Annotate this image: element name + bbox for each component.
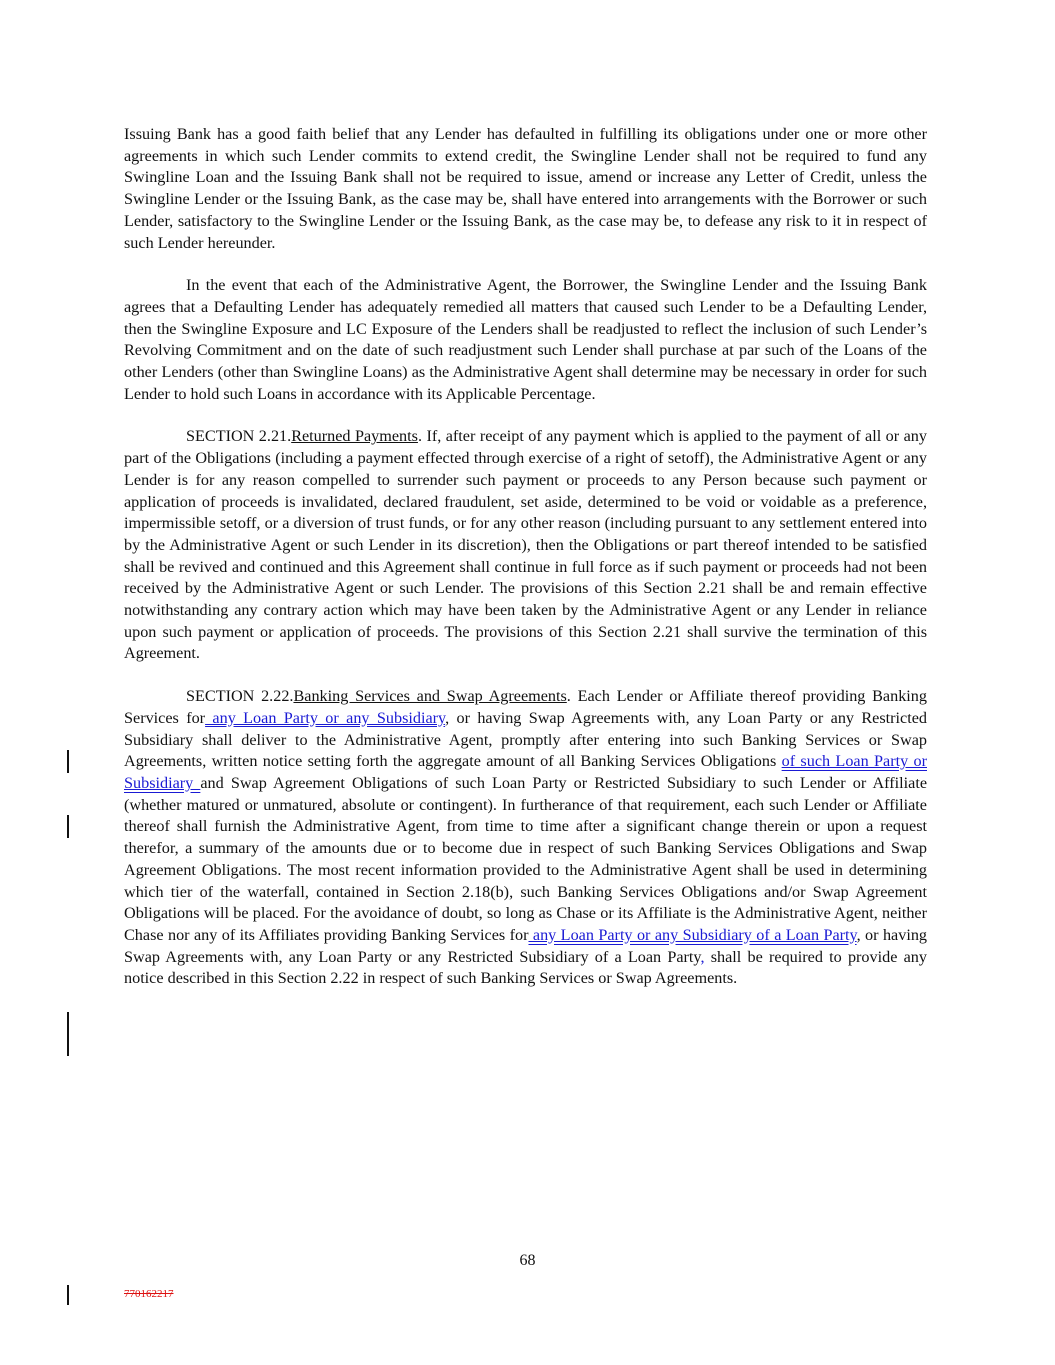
inserted-text-1: any Loan Party or any Subsidiary bbox=[205, 708, 446, 727]
section-2-21-title: Returned Payments bbox=[291, 427, 418, 446]
section-2-21-body: . If, after receipt of any payment which is applied to the payment of all or any part of the Obligations (including a payment effected through exercise of a right of setoff), the Administrative Agent or any Lender is for any reason compelled to surrender such payment or proceeds to any Person because such payment or application of proceeds is invalidated, declared fraudulent, set aside, determined to be void or voidable as a preference, impermissible setoff, or a diversion of trust funds, or for any other reason (including pursuant to any settlement entered into by the Administrative Agent or such Lender in its discretion), then the Obligations or part thereof intended to be satisfied shall be revived and continued and this Agreement shall continue in full force as if such payment or proceeds had not been received by the Administrative Agent or such Lender. The provisions of this Section 2.21 shall be and remain effective notwithstanding any contrary action which may have been taken by the Administrative Agent or any Lender in reliance upon such payment or application of proceeds. The provisions of this Section 2.21 shall survive the termination of this Agreement. bbox=[124, 427, 927, 663]
section-2-22 bbox=[124, 686, 927, 990]
section-2-22-title: Banking Services and Swap Agreements bbox=[293, 687, 567, 706]
inserted-text-4: , bbox=[700, 947, 705, 966]
inserted-text-3: any Loan Party or any Subsidiary of a Loan Party bbox=[528, 925, 857, 944]
section-2-22-text-1: . Each Lender or Affiliate thereof providing Banking Services for bbox=[124, 687, 927, 727]
change-bar-3 bbox=[67, 1012, 69, 1056]
section-2-22-text-5: shall be required to provide any notice described in this Section 2.22 in respect of such Banking Services or Swap Agreements. bbox=[124, 947, 927, 988]
paragraph-defaulting-lender-risk: Issuing Bank has a good faith belief that any Lender has defaulted in fulfilling its obligations under one or more other agreements in which such Lender commits to extend credit, the Swingline Lender shall not be required to fund any Swingline Loan and the Issuing Bank shall not be required to issue, amend or increase any Letter of Credit, unless the Swingline Lender or the Issuing Bank, as the case may be, shall have entered into arrangements with the Borrower or such Lender, satisfactory to the Swingline Lender or the Issuing Bank, as the case may be, to defease any risk to it in respect of such Lender hereunder. bbox=[124, 125, 927, 252]
section-2-22-label: SECTION 2.22. bbox=[186, 687, 294, 706]
section-2-22-text-3: and Swap Agreement Obligations of such Loan Party or Restricted Subsidiary to such Lender or Affiliate (whether matured or unmatured, absolute or contingent). In furtherance of that requirement, each such Lender or Affiliate thereof shall furnish the Administrative Agent, from time to time after a significant change therein or upon a request therefor, a summary of the amounts due or to become due in respect of such Banking Services Obligations and Swap Agreement Obligations. The most recent information provided to the Administrative Agent shall be used in determining which tier of the waterfall, contained in Section 2.18(b), such Banking Services Obligations and/or Swap Agreement Obligations will be placed. For the avoidance of doubt, so long as Chase or its Affiliate is the Administrative Agent, neither Chase nor any of its Affiliates providing Banking Services for bbox=[124, 773, 927, 944]
section-2-21 bbox=[124, 426, 927, 665]
paragraph-defaulting-lender-remedy: In the event that each of the Administrative Agent, the Borrower, the Swingline Lender and the Issuing Bank agrees that a Defaulting Lender has adequately remedied all matters that caused such Lender to be a Defaulting Lender, then the Swingline Exposure and LC Exposure of the Lenders shall be readjusted to reflect the inclusion of such Lender’s Revolving Commitment and on the date of such readjustment such Lender shall purchase at par such of the Loans of the other Lenders (other than Swingline Loans) as the Administrative Agent shall determine may be necessary in order for such Lender to hold such Loans in accordance with its Applicable Percentage. bbox=[124, 276, 927, 403]
change-bar-1 bbox=[67, 750, 69, 773]
document-id: 770162217 bbox=[124, 1288, 174, 1300]
inserted-text-2: of such Loan Party or Subsidiary bbox=[124, 752, 927, 792]
section-2-22-text-4: , or having Swap Agreements with, any Loan Party or any Restricted Subsidiary of a Loan Party bbox=[124, 925, 928, 966]
section-2-21-label: SECTION 2.21. bbox=[186, 427, 292, 446]
change-bar-4 bbox=[67, 1285, 69, 1305]
page-number: 68 bbox=[519, 1252, 536, 1269]
document-body bbox=[124, 124, 927, 1011]
section-2-22-text-2: , or having Swap Agreements with, any Loan Party or any Restricted Subsidiary shall deliver to the Administrative Agent, promptly after entering into such Banking Services or Swap Agreements, written notice setting forth the aggregate amount of all Banking Services Obligations bbox=[124, 708, 927, 771]
change-bar-2 bbox=[67, 815, 69, 838]
